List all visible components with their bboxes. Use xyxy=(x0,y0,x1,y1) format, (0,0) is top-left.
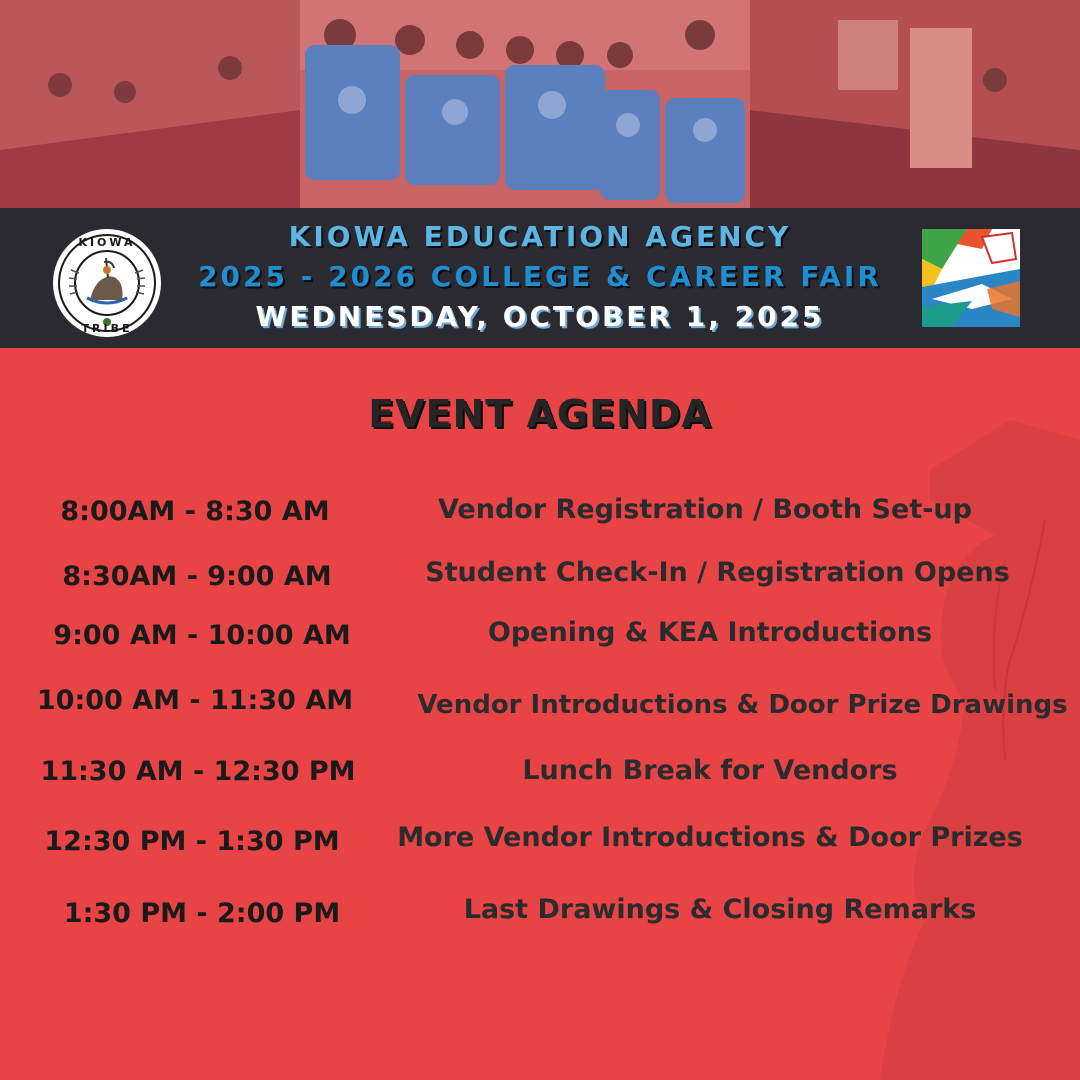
agenda-time-5: 11:30 AM - 12:30 PM xyxy=(40,756,356,787)
agenda-time-1: 8:00AM - 8:30 AM xyxy=(60,496,330,527)
agenda-title: EVENT AGENDA xyxy=(368,392,712,436)
career-fair-logo xyxy=(922,229,1020,327)
agenda-time-7: 1:30 PM - 2:00 PM xyxy=(63,898,341,929)
seal-top-text: KIOWA xyxy=(78,236,136,249)
agenda-activity-2: Student Check-In / Registration Opens xyxy=(425,557,1010,588)
agenda-time-3: 9:00 AM - 10:00 AM xyxy=(53,620,351,651)
agenda-activity-3: Opening & KEA Introductions xyxy=(487,617,933,648)
agenda-activity-5: Lunch Break for Vendors xyxy=(522,755,898,786)
agenda-activity-4: Vendor Introductions & Door Prize Drawings xyxy=(417,690,1068,720)
agenda-activity-6: More Vendor Introductions & Door Prizes xyxy=(397,822,1023,853)
agency-name: KIOWA EDUCATION AGENCY xyxy=(288,220,792,253)
title-banner xyxy=(0,208,1080,348)
fair-title: 2025 - 2026 COLLEGE & CAREER FAIR xyxy=(198,260,882,293)
agenda-activity-7: Last Drawings & Closing Remarks xyxy=(463,894,977,925)
kiowa-tribe-seal xyxy=(52,228,162,338)
agenda-time-2: 8:30AM - 9:00 AM xyxy=(62,561,332,592)
seal-bottom-text: TRIBE xyxy=(81,322,133,335)
agenda-activity-1: Vendor Registration / Booth Set-up xyxy=(438,494,972,525)
event-date: WEDNESDAY, OCTOBER 1, 2025 xyxy=(255,300,825,333)
agenda-time-6: 12:30 PM - 1:30 PM xyxy=(44,826,340,857)
agenda-time-4: 10:00 AM - 11:30 AM xyxy=(36,685,354,716)
